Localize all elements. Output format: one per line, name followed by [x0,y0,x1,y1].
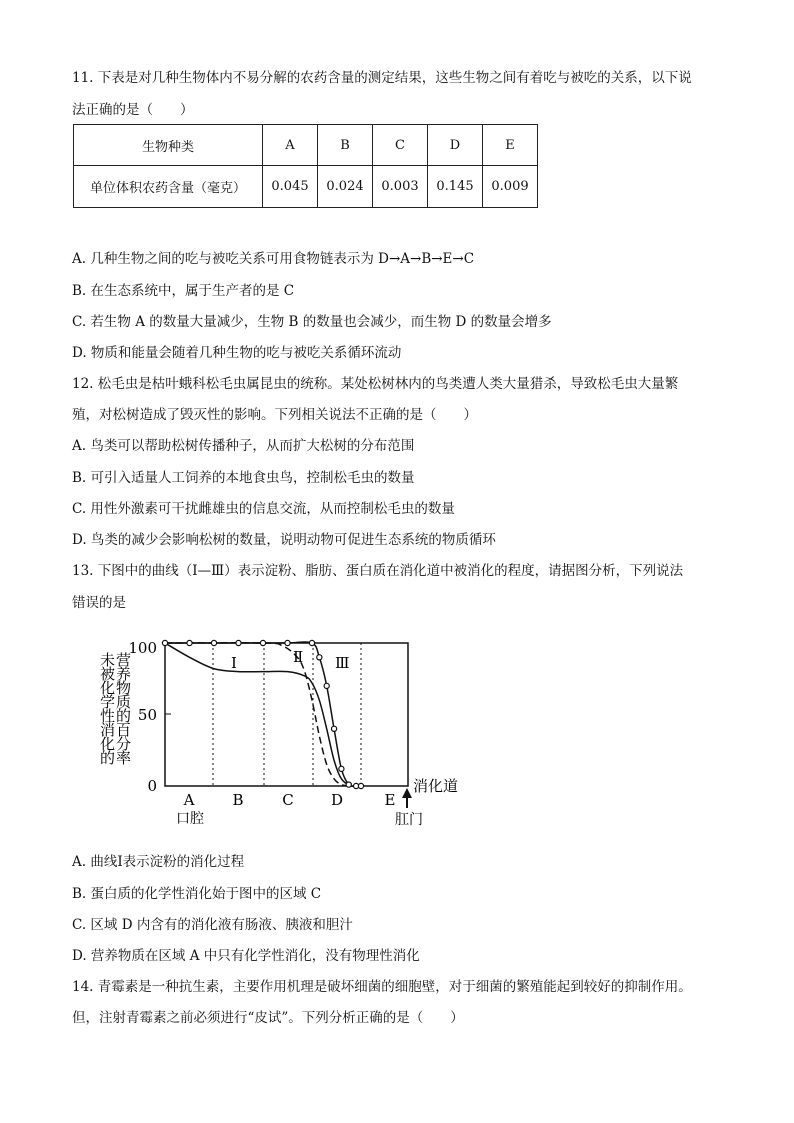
curve-3-point [346,782,351,787]
curve-3-point [331,726,336,731]
curve-3-point [260,640,265,645]
start-label: 口腔 [176,811,204,827]
q11-stem-line2: 法正确的是（ ） [72,102,194,118]
curve-3-line [165,642,361,786]
x-category-label: D [330,791,344,809]
q11-option-d: D. 物质和能量会随着几种生物的吃与被吃关系循环流动 [72,345,402,361]
q12-stem-line2: 殖，对松树造成了毁灭性的影响。下列相关说法不正确的是（ ） [72,407,477,423]
q12-option-b: B. 可引入适量人工饲养的本地食虫鸟，控制松毛虫的数量 [72,470,415,486]
curve-3-point [317,655,322,660]
q11-option-c: C. 若生物 A 的数量大量减少，生物 B 的数量也会减少，而生物 D 的数量会增多 [72,314,552,330]
digestion-chart [97,632,467,836]
q13-option-a: A. 曲线Ⅰ表示淀粉的消化过程 [72,854,245,870]
q12-stem-line1: 12. 松毛虫是枯叶蛾科松毛虫属昆虫的统称。某处松树林内的鸟类遭人类大量猎杀，导致松毛虫大量繁 [72,376,679,392]
plot-frame [165,643,408,786]
table-value: 0.009 [483,166,538,208]
curve-3-point [339,766,344,771]
curve-3-point [309,640,314,645]
q13-option-c: C. 区域 D 内含有的消化液有肠液、胰液和胆汁 [72,917,353,933]
q11-option-a: A. 几种生物之间的吃与被吃关系可用食物链表示为 D→A→B→E→C [72,251,475,267]
table-header-label: 生物种类 [74,125,263,166]
table-species: D [428,125,483,166]
y-tick-label: 50 [137,706,157,724]
curve-3-point [358,783,363,788]
q12-option-a: A. 鸟类可以帮助松树传播种子，从而扩大松树的分布范围 [72,438,415,454]
table-species: A [263,125,318,166]
series-label-3: Ⅲ [335,654,350,672]
curve-3-point [162,640,167,645]
curve-3-point [211,640,216,645]
curve-3-point [285,640,290,645]
q11-stem-line1: 11. 下表是对几种生物体内不易分解的农药含量的测定结果，这些生物之间有着吃与被吃的关系，以下说 [72,70,692,86]
series-label-1: Ⅰ [231,654,237,672]
y-tick-label: 0 [147,777,157,795]
q13-option-b: B. 蛋白质的化学性消化始于图中的区域 C [72,886,322,902]
x-category-label: E [384,791,396,809]
table-species: B [318,125,373,166]
y-tick-label: 100 [128,639,157,657]
x-category-label: A [183,791,195,809]
curve-3-point [187,640,192,645]
table-row-label: 单位体积农药含量（毫克） [74,166,263,208]
x-category-label: B [232,791,244,809]
q13-option-d: D. 营养物质在区域 A 中只有化学性消化，没有物理性消化 [72,948,420,964]
x-axis-label: 消化道 [413,777,459,795]
q14-stem-line2: 但，注射青霉素之前必须进行“皮试”。下列分析正确的是（ ） [72,1010,464,1026]
table-row [74,166,538,208]
table-row [74,125,538,166]
table-value: 0.003 [373,166,428,208]
q11-option-b: B. 在生态系统中，属于生产者的是 C [72,283,295,299]
y-axis-label-left: 未被化学性消化的 [98,652,116,764]
arrow-up-icon [402,788,412,808]
x-category-label: C [282,791,294,809]
q12-option-d: D. 鸟类的减少会影响松树的数量，说明动物可促进生态系统的物质循环 [72,532,496,548]
q13-stem-line2: 错误的是 [72,595,126,611]
q12-option-c: C. 用性外激素可干扰雌雄虫的信息交流，从而控制松毛虫的数量 [72,501,455,517]
table-value: 0.145 [428,166,483,208]
end-label: 肛门 [395,812,423,828]
table-species: E [483,125,538,166]
y-axis-label-right: 营养物质的百分率 [114,652,132,764]
series-label-2: Ⅱ [293,648,304,666]
table-species: C [373,125,428,166]
table-value: 0.045 [263,166,318,208]
q13-stem-line1: 13. 下图中的曲线（Ⅰ—Ⅲ）表示淀粉、脂肪、蛋白质在消化道中被消化的程度，请据图分析，下列说法 [72,563,684,579]
curve-3-point [324,683,329,688]
curve-3-point [236,640,241,645]
pesticide-table [73,124,538,208]
q14-stem-line1: 14. 青霉素是一种抗生素，主要作用机理是破坏细菌的细胞壁，对于细菌的繁殖能起到较好的抑制作用。 [72,979,692,995]
table-value: 0.024 [318,166,373,208]
